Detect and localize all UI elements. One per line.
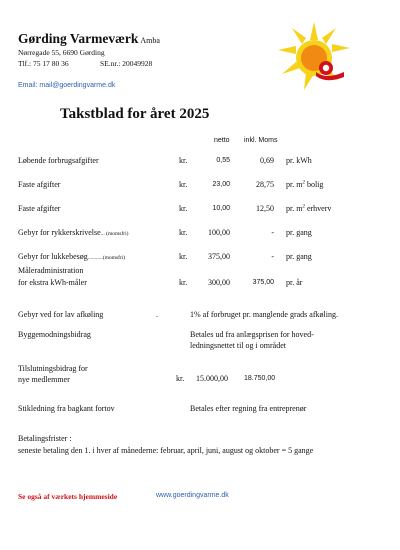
row-label-maaler-2: for ekstra kWh-måler bbox=[18, 278, 87, 287]
row-netto-forbrug: 0,55 bbox=[216, 157, 230, 164]
row-label-maaler-1: Måleradministration bbox=[18, 266, 84, 275]
betaling-label: Betalingsfrister : bbox=[18, 434, 72, 443]
row-kr-faste-bolig: kr. bbox=[179, 180, 188, 189]
row-label-lukke: Gebyr for lukkebesøg...........(momsfri) bbox=[18, 252, 126, 261]
row-inkl-maaler: 375,00 bbox=[252, 279, 274, 286]
row-unit-rykker: pr. gang bbox=[286, 228, 312, 237]
row-kr-faste-erhverv: kr. bbox=[179, 204, 188, 213]
row-unit-faste-erhverv: pr. $m^2$ erhverv bbox=[286, 204, 332, 213]
stikledning-label: Stikledning fra bagkant fortov bbox=[18, 404, 115, 413]
row-netto-faste-bolig: 23,00 bbox=[212, 181, 230, 188]
company-name bbox=[18, 31, 160, 47]
row-unit-faste-bolig: pr. $m^2$ bolig bbox=[286, 180, 324, 189]
byggemodning-text-2: ledningsnettet til og i området bbox=[190, 341, 286, 350]
row-inkl-rykker: - bbox=[271, 228, 274, 237]
website-url-link[interactable]: www.goerdingvarme.dk bbox=[156, 492, 229, 499]
row-unit-lukke: pr. gang bbox=[286, 252, 312, 261]
company-phone: Tlf.: 75 17 80 36 bbox=[18, 59, 69, 68]
tilslutning-inkl: 18.750,00 bbox=[244, 375, 276, 382]
afkoling-text: 1% af forbruget pr. manglende grads afkøling. bbox=[190, 310, 338, 319]
company-name-text: Gørding Varmeværk bbox=[18, 31, 139, 46]
company-address: Nørregade 55, 6690 Gørding bbox=[18, 48, 105, 57]
byggemodning-label: Byggemodningsbidrag bbox=[18, 330, 91, 339]
row-kr-forbrug: kr. bbox=[179, 156, 188, 165]
row-kr-maaler: kr. bbox=[179, 278, 188, 287]
website-link-text: Se også af værkets hjemmeside bbox=[18, 492, 118, 501]
byggemodning-text-1: Betales ud fra anlægsprisen for hoved- bbox=[190, 330, 314, 339]
row-label-rykker: Gebyr for rykkerskrivelse... (momsfri) bbox=[18, 228, 129, 237]
row-inkl-faste-erhverv: 12,50 bbox=[256, 204, 274, 213]
tilslutning-netto: 15.000,00 bbox=[196, 374, 228, 383]
row-netto-maaler: 300,00 bbox=[208, 278, 230, 287]
row-inkl-lukke: - bbox=[271, 252, 274, 261]
tilslutning-label-2: nye medlemmer bbox=[18, 375, 70, 384]
row-kr-lukke: kr. bbox=[179, 252, 188, 261]
company-suffix: Amba bbox=[140, 36, 160, 45]
row-netto-lukke: 375,00 bbox=[208, 252, 230, 261]
row-inkl-faste-bolig: 28,75 bbox=[256, 180, 274, 189]
tilslutning-kr: kr. bbox=[176, 374, 185, 383]
row-netto-faste-erhverv: 10,00 bbox=[212, 205, 230, 212]
row-label-forbrug: Løbende forbrugsafgifter bbox=[18, 156, 99, 165]
stikledning-text: Betales efter regning fra entreprenør bbox=[190, 404, 307, 413]
row-inkl-forbrug: 0,69 bbox=[260, 156, 274, 165]
company-email-link[interactable]: Email: mail@goerdingvarme.dk bbox=[18, 82, 116, 89]
row-label-faste-bolig: Faste afgifter bbox=[18, 180, 61, 189]
column-header-netto: netto bbox=[214, 137, 230, 144]
afkoling-label: Gebyr ved for lav afkøling bbox=[18, 310, 104, 319]
row-kr-rykker: kr. bbox=[179, 228, 188, 237]
row-netto-rykker: 100,00 bbox=[208, 228, 230, 237]
betaling-text: seneste betaling den 1. i hver af månederne: februar, april, juni, august og oktober = 5 gange bbox=[18, 446, 314, 455]
company-se-nr: SE.nr.: 20049928 bbox=[100, 59, 153, 68]
row-label-faste-erhverv: Faste afgifter bbox=[18, 204, 61, 213]
row-unit-maaler: pr. år bbox=[286, 278, 303, 287]
sun-logo-icon bbox=[278, 22, 350, 92]
column-header-inkl-moms: inkl. Moms bbox=[244, 137, 278, 144]
page-title: Takstblad for året 2025 bbox=[60, 106, 210, 122]
afkoling-dot: . bbox=[156, 310, 158, 319]
tilslutning-label-1: Tilslutningsbidrag for bbox=[18, 364, 88, 373]
row-unit-forbrug: pr. kWh bbox=[286, 156, 312, 165]
